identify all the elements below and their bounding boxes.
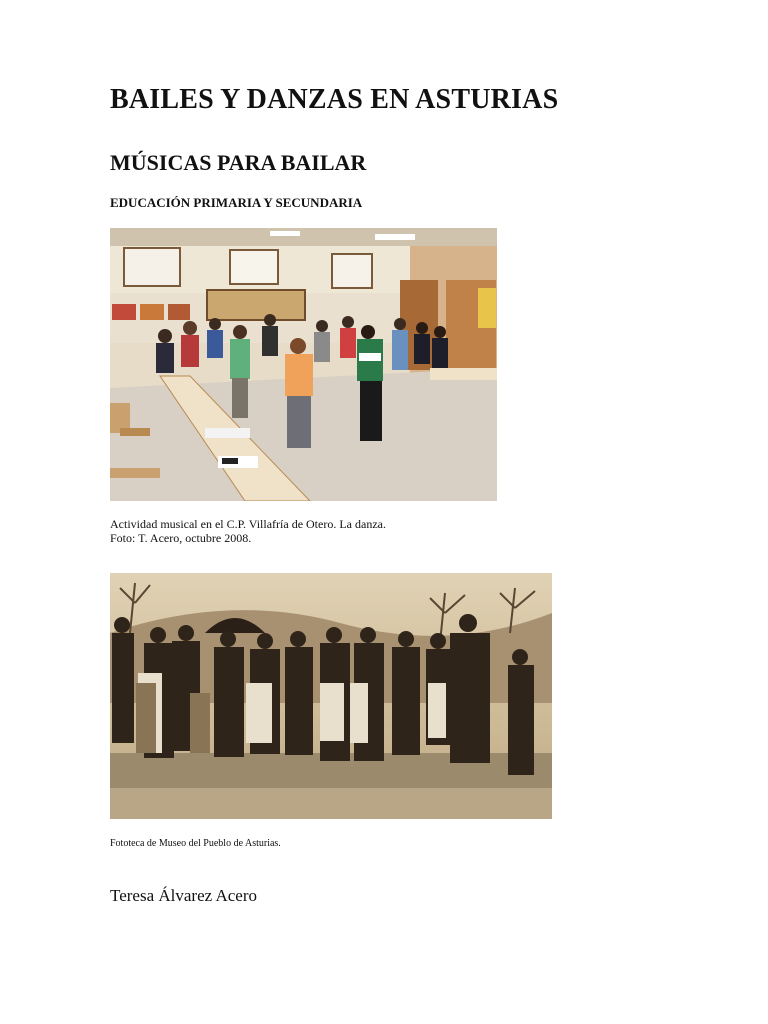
classroom-dance-photo: [110, 228, 497, 501]
document-subtitle: MÚSICAS PARA BAILAR: [110, 150, 367, 175]
historic-dance-illustration: [110, 573, 552, 819]
classroom-dance-illustration: [110, 228, 497, 501]
author-name: Teresa Álvarez Acero: [110, 886, 257, 905]
historic-dance-photo: [110, 573, 552, 819]
caption-credit: Foto: T. Acero, octubre 2008.: [110, 531, 252, 545]
photo-caption-historic: Fototeca de Museo del Pueblo de Asturias.: [110, 838, 281, 849]
document-title: BAILES Y DANZAS EN ASTURIAS: [110, 84, 559, 115]
education-level: EDUCACIÓN PRIMARIA Y SECUNDARIA: [110, 195, 363, 210]
caption-activity: Actividad musical en el C.P. Villafría de Otero. La danza.: [110, 517, 386, 531]
photo-caption-classroom: [110, 517, 386, 545]
